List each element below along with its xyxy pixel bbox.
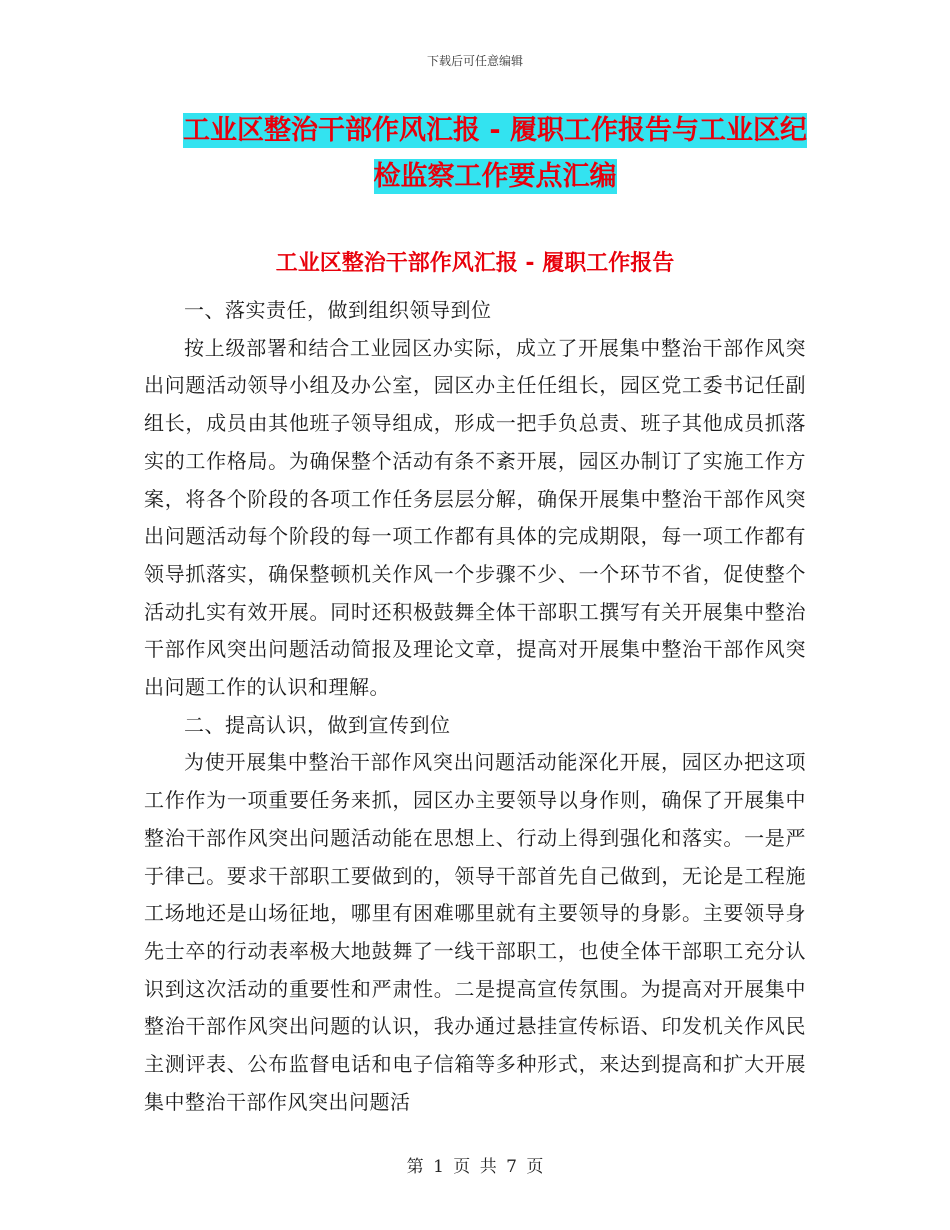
body-paragraph-2: 为使开展集中整治干部作风突出问题活动能深化开展，园区办把这项工作作为一项重要任务来抓，园区办主要领导以身作则，确保了开展集中整治干部作风突出问题活动能在思想上、行动上得到强化和落实。一是严于律己。要求干部职工要做到的，领导干部首先自己做到，无论是工程施工场地还是山场征地，哪里有困难哪里就有主要领导的身影。主要领导身先士卒的行动表率极大地鼓舞了一线干部职工，也使全体干部职工充分认识到这次活动的重要性和严肃性。二是提高宣传氛围。为提高对开展集中整治干部作风突出问题的认识，我办通过悬挂宣传标语、印发机关作风民主测评表、公布监督电话和电子信箱等多种形式，来达到提高和扩大开展集中整治干部作风突出问题活 xyxy=(144,750,806,1114)
page-header-note: 下载后可任意编辑 xyxy=(426,54,523,68)
page-number-footer: 第 1 页 共 7 页 xyxy=(406,1157,544,1177)
heading-paragraph-1: 一、落实责任，做到组织领导到位 xyxy=(184,298,492,322)
document-body xyxy=(144,292,806,1121)
document-title-line-2: 检监察工作要点汇编 xyxy=(373,161,617,192)
document-title xyxy=(140,108,850,200)
body-paragraph-1: 按上级部署和结合工业园区办实际，成立了开展集中整治干部作风突出问题活动领导小组及办公室，园区办主任任组长，园区党工委书记任副组长，成员由其他班子领导组成，形成一把手负总责、班子其他成员抓落实的工作格局。为确保整个活动有条不紊开展，园区办制订了实施工作方案，将各个阶段的各项工作任务层层分解，确保开展集中整治干部作风突出问题活动每个阶段的每一项工作都有具体的完成期限，每一项工作都有领导抓落实，确保整顿机关作风一个步骤不少、一个环节不省，促使整个活动扎实有效开展。同时还积极鼓舞全体干部职工撰写有关开展集中整治干部作风突出问题活动简报及理论文章，提高对开展集中整治干部作风突出问题工作的认识和理解。 xyxy=(144,335,806,700)
section-title: 工业区整治干部作风汇报 - 履职工作报告 xyxy=(275,251,675,276)
heading-paragraph-2: 二、提高认识，做到宣传到位 xyxy=(184,712,451,737)
document-title-line-1: 工业区整治干部作风汇报 - 履职工作报告与工业区纪 xyxy=(182,115,807,146)
